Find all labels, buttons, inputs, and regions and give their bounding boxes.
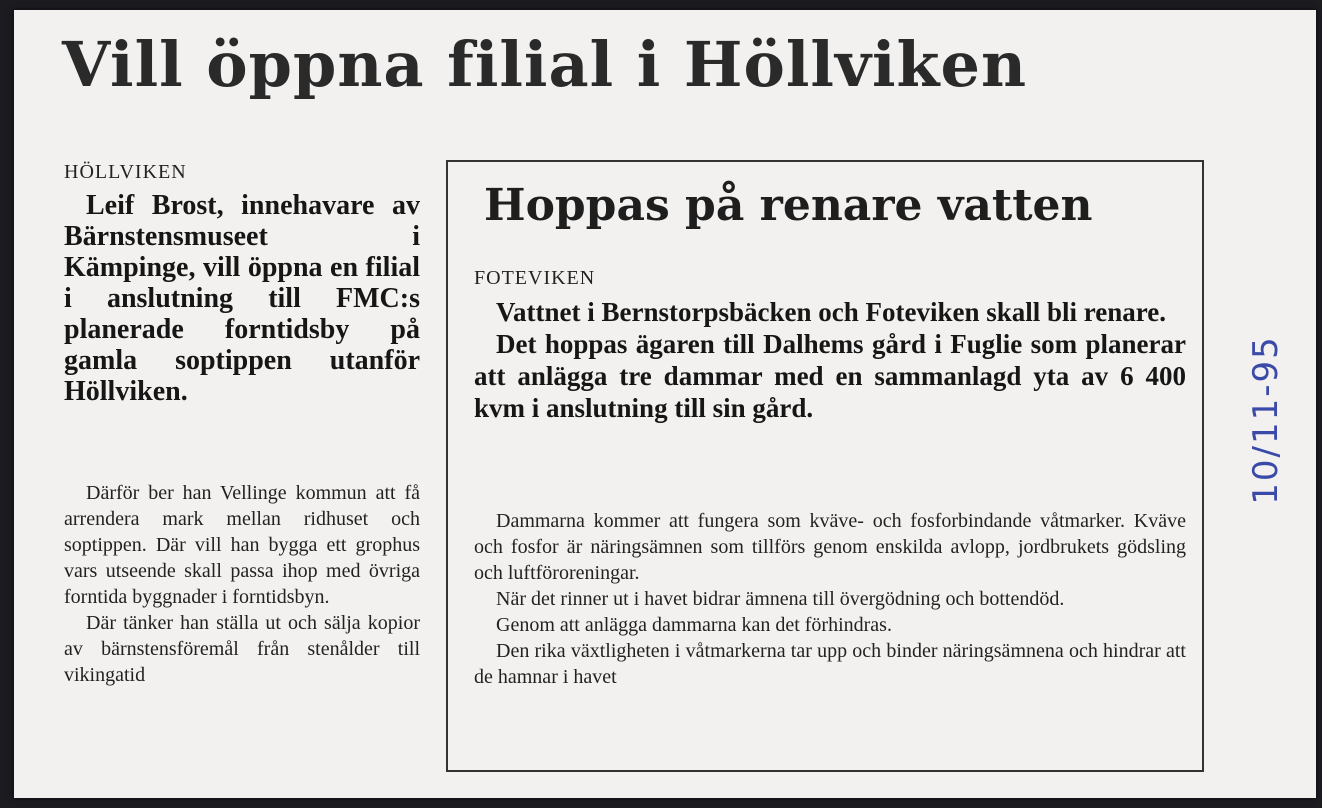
handwritten-date-text: 10/11-95 — [1246, 335, 1286, 505]
article-lead — [64, 190, 420, 407]
boxed-paragraph: Den rika växtligheten i våtmarkerna tar upp och binder näringsämnena och hindrar att de hamnar i havet — [474, 640, 1186, 688]
boxed-article-lead — [474, 296, 1186, 424]
boxed-article-headline: Hoppas på renare vatten — [484, 180, 1093, 231]
boxed-paragraph: Dammarna kommer att fungera som kväve- och fosforbindande våtmarker. Kväve och fosfor är näringsämnen som tillförs genom enskilda avlopp, jordbrukets gödsling och luftföroreningar. — [474, 510, 1186, 584]
boxed-lead-paragraph: Det hoppas ägaren till Dalhems gård i Fuglie som planerar att anlägga tre dammar med en sammanlagd yta av 6 400 kvm i anslutning till sin gård. — [474, 329, 1186, 423]
boxed-paragraph: När det rinner ut i havet bidrar ämnena till övergödning och bottendöd. — [496, 588, 1065, 610]
boxed-article-dateline: FOTEVIKEN — [474, 267, 596, 289]
article-body — [64, 480, 420, 688]
article-dateline: HÖLLVIKEN — [64, 161, 187, 183]
article-lead-text: Leif Brost, innehavare av Bärnstensmuseet i Kämpinge, vill öppna en filial i anslutning till FMC:s planerade forntidsby på gamla soptippen utanför Höllviken. — [64, 190, 420, 407]
handwritten-date-note — [1236, 300, 1296, 540]
article-paragraph: Där tänker han ställa ut och sälja kopior av bärnstensföremål från stenålder till vikingatid — [64, 612, 420, 686]
article-headline: Vill öppna filial i Höllviken — [62, 28, 1028, 101]
boxed-paragraph: Genom att anlägga dammarna kan det förhindras. — [496, 614, 892, 636]
boxed-lead-paragraph: Vattnet i Bernstorpsbäcken och Foteviken skall bli renare. — [496, 297, 1167, 327]
boxed-article-body — [474, 508, 1186, 690]
article-paragraph: Därför ber han Vellinge kommun att få arrendera mark mellan ridhuset och soptippen. Där vill han bygga ett grophus vars utseende skall passa ihop med övriga forntida byggnader i forntidsbyn. — [64, 482, 420, 608]
